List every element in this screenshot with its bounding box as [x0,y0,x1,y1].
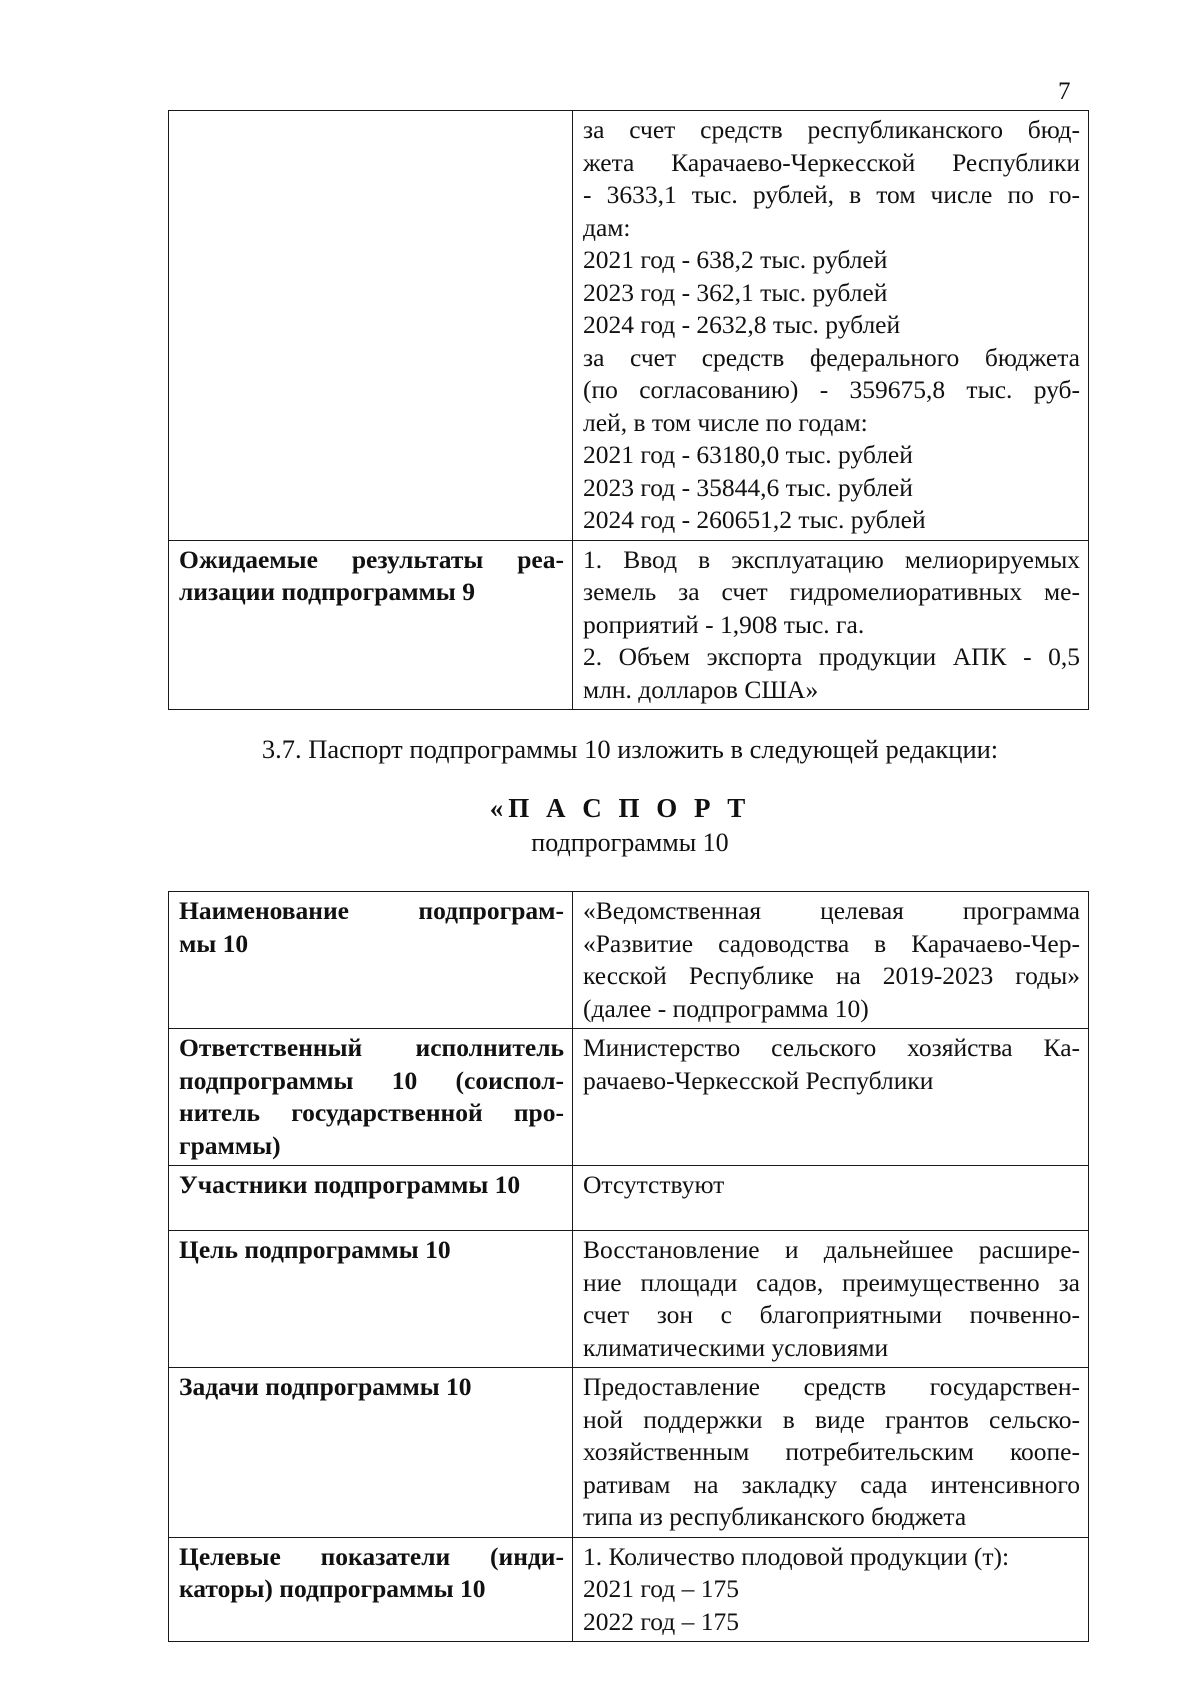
text-line: 2021 год - 63180,0 тыс. рублей [583,440,913,469]
label-cell [169,540,573,710]
text-line: Задачи подпрограммы 10 [179,1372,472,1401]
table-row [169,892,1089,1029]
text-line: Ответственный исполнитель [179,1033,564,1062]
text-line: жета Карачаево-Черкесской Республики [583,147,1080,177]
text-line: 2021 год – 175 [583,1574,739,1603]
text-line: рачаево-Черкесской Республики [583,1065,934,1095]
text-line: Отсутствуют [583,1170,725,1199]
table-row [169,1166,1089,1231]
text-line: 2023 год - 362,1 тыс. рублей [583,277,888,307]
text-line: 2022 год – 175 [583,1606,739,1636]
text-line: Восстановление и дальнейшее расшире- [583,1235,1080,1264]
text-line: 2023 год - 35844,6 тыс. рублей [583,472,913,502]
table-row [169,111,1089,541]
text-line: (по согласованию) - 359675,8 тыс. руб- [583,375,1080,404]
text-line: граммы) [179,1130,281,1160]
label-cell [169,111,573,541]
value-cell [573,111,1089,541]
value-cell [573,1231,1089,1368]
text-line: нитель государственной про- [179,1098,564,1127]
text-line: ние площади садов, преимущественно за [583,1267,1080,1297]
passport-subtitle: подпрограммы 10 [531,828,729,857]
text-line: каторы) подпрограммы 10 [179,1574,486,1603]
value-cell [573,1166,1089,1231]
value-cell [573,892,1089,1029]
value-cell [573,1368,1089,1538]
table-row [169,1537,1089,1642]
label-cell [169,1368,573,1538]
text-line: (далее - подпрограмма 10) [583,993,869,1023]
table-row [169,1368,1089,1538]
intro-text: 3.7. Паспорт подпрограммы 10 изложить в следующей редакции: [261,734,999,764]
text-line: Предоставление средств государствен- [583,1372,1080,1401]
text-line: за счет средств федерального бюджета [583,342,1080,372]
text-line: типа из республиканского бюджета [583,1502,967,1531]
value-cell [573,1537,1089,1642]
text-line: хозяйственным потребительским коопе- [583,1437,1080,1466]
label-cell [169,892,573,1029]
text-line: земель за счет гидромелиоративных ме- [583,577,1080,606]
table-row [169,540,1089,710]
value-cell [573,540,1089,710]
text-line: ративам на закладку сада интенсивного [583,1469,1080,1499]
text-line: роприятий - 1,908 тыс. га. [583,609,865,639]
table-row [169,1231,1089,1368]
text-line: подпрограммы 10 (соиспол- [179,1065,564,1095]
label-cell [169,1537,573,1642]
label-cell [169,1231,573,1368]
text-line: Цель подпрограммы 10 [179,1235,451,1264]
passport-table [168,891,1089,1642]
text-line: млн. долларов США» [583,674,819,704]
text-line: кесской Республике на 2019-2023 годы» [583,961,1080,990]
text-line: климатическими условиями [583,1332,889,1362]
text-line: «Ведомственная целевая программа [583,896,1080,925]
text-line: 2024 год - 2632,8 тыс. рублей [583,310,901,339]
text-line: лей, в том числе по годам: [583,407,868,437]
text-line: мы 10 [179,928,249,958]
text-line: лизации подпрограммы 9 [179,577,475,606]
text-line: дам: [583,212,631,242]
label-cell [169,1166,573,1231]
text-line: счет зон с благоприятными почвенно- [583,1300,1080,1329]
text-line: 1. Ввод в эксплуатацию мелиорируемых [583,544,1080,574]
text-line: Министерство сельского хозяйства Ка- [583,1033,1080,1062]
text-line: 1. Количество плодовой продукции (т): [583,1541,1010,1571]
page-number: 7 [1058,78,1071,105]
text-line: Наименование подпрограм- [179,896,564,925]
text-line: 2. Объем экспорта продукции АПК - 0,5 [583,642,1080,671]
passport-title: «П А С П О Р Т [489,793,751,823]
text-line: ной поддержки в виде грантов сельско- [583,1404,1080,1434]
table-row [169,1029,1089,1166]
label-cell [169,1029,573,1166]
text-line: за счет средств республиканского бюд- [583,115,1080,144]
text-line: 2021 год - 638,2 тыс. рублей [583,245,888,274]
value-cell [573,1029,1089,1166]
text-line: - 3633,1 тыс. рублей, в том числе по го- [583,180,1080,209]
text-line: «Развитие садоводства в Карачаево-Чер- [583,928,1080,958]
text-line: Целевые показатели (инди- [179,1541,564,1571]
text-line: 2024 год - 260651,2 тыс. рублей [583,505,926,534]
top-table [168,110,1089,710]
text-line: Ожидаемые результаты реа- [179,544,564,574]
text-line: Участники подпрограммы 10 [179,1170,521,1199]
